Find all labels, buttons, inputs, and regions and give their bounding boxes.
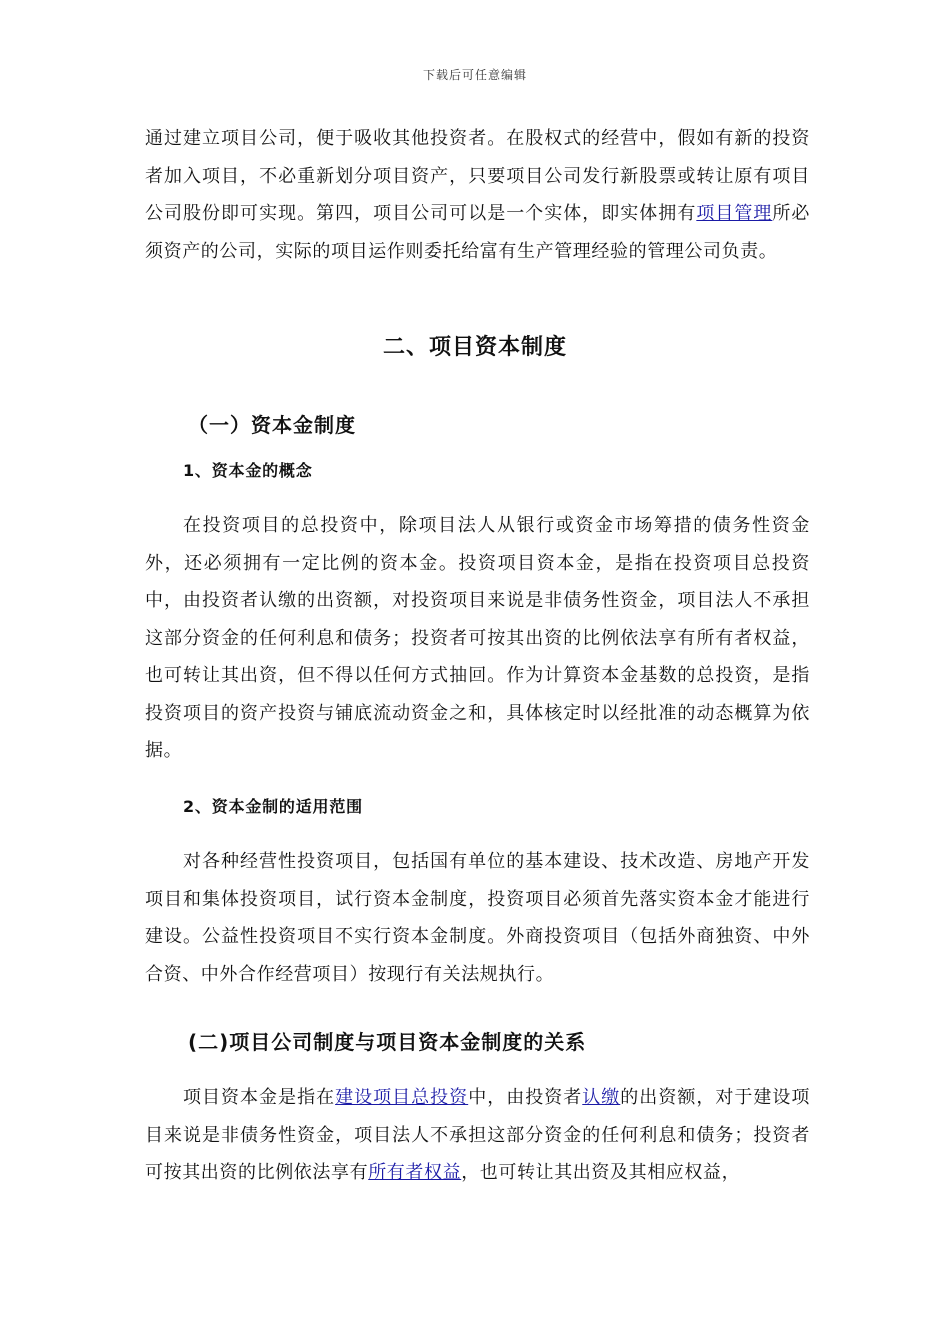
paragraph-text: 中，由投资者 <box>468 1087 583 1108</box>
item-title-capital-concept: 1、资本金的概念 <box>183 461 313 480</box>
paragraph-text: 项目资本金是指在 <box>183 1087 336 1108</box>
subsection-title-capital-system: （一）资本金制度 <box>188 413 356 437</box>
paragraph-project-company <box>145 120 810 270</box>
paragraph-capital-scope: 对各种经营性投资项目，包括国有单位的基本建设、技术改造、房地产开发项目和集体投资项目，试行资本金制度，投资项目必须首先落实资本金才能进行建设。公益性投资项目不实行资本金制度。外商投资项目（包括外商独资、中外合资、中外合作经营项目）按现行有关法规执行。 <box>145 851 810 985</box>
subsection-title-relationship: (二)项目公司制度与项目资本金制度的关系 <box>188 1030 587 1054</box>
link-subscription[interactable]: 认缴 <box>582 1087 621 1108</box>
link-project-management[interactable]: 项目管理 <box>696 203 773 224</box>
paragraph-text: ，也可转让其出资及其相应权益， <box>461 1162 741 1183</box>
paragraph-capital-concept: 在投资项目的总投资中，除项目法人从银行或资金市场筹措的债务性资金外，还必须拥有一定比例的资本金。投资项目资本金，是指在投资项目总投资中，由投资者认缴的出资额，对投资项目来说是非债务性资金，项目法人不承担这部分资金的任何利息和债务；投资者可按其出资的比例依法享有所有者权益，也可转让其出资，但不得以任何方式抽回。作为计算资本金基数的总投资，是指投资项目的资产投资与铺底流动资金之和，具体核定时以经批准的动态概算为依据。 <box>145 515 810 761</box>
paragraph-relationship <box>145 1079 810 1192</box>
link-total-investment[interactable]: 建设项目总投资 <box>335 1087 469 1108</box>
paragraph-text: 通过建立项目公司，便于吸收其他投资者。在股权式的经营中，假如有新的投资者加入项目，不必重新划分项目资产，只要项目公司发行新股票或转让原有项目公司股份即可实现。第四，项目公司可以是一个实体，即实体拥有 <box>145 128 810 224</box>
paragraph-text: 的出资额，对于建设项目来说是非债务性资金，项目法人不承担这部分资金的任何利息和债务；投资者可按其出资的比例依法享有 <box>145 1087 811 1183</box>
header-note: 下载后可任意编辑 <box>422 68 527 82</box>
item-title-capital-scope: 2、资本金制的适用范围 <box>183 797 363 816</box>
paragraph-text: 所必须资产的公司，实际的项目运作则委托给富有生产管理经验的管理公司负责。 <box>145 203 810 262</box>
link-owner-equity[interactable]: 所有者权益 <box>368 1162 462 1183</box>
section-title: 二、项目资本制度 <box>382 335 567 360</box>
